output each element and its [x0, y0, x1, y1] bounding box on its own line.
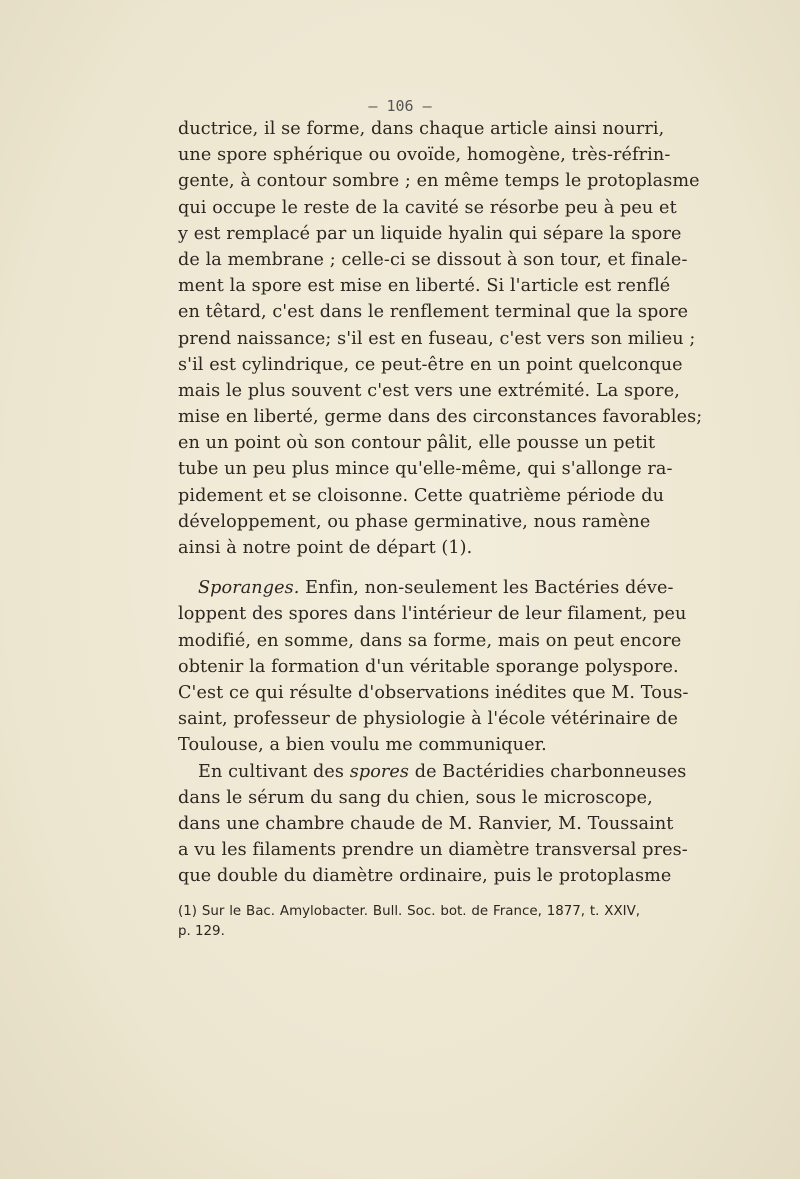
- text-line: qui occupe le reste de la cavité se résorbe peu à peu et: [178, 197, 677, 218]
- paragraph-gap: [178, 561, 640, 575]
- text-run: En cultivant des: [198, 761, 350, 782]
- text-line: C'est ce qui résulte d'observations inédites que M. Tous-: [178, 682, 689, 703]
- text-line: Toulouse, a bien voulu me communiquer.: [178, 735, 547, 756]
- footnote: [178, 902, 640, 942]
- paragraph-2: [178, 575, 689, 758]
- text-line: pidement et se cloisonne. Cette quatrième période du: [178, 485, 665, 506]
- text-line: obtenir la formation d'un véritable sporange polyspore.: [178, 656, 679, 677]
- text-line: en un point où son contour pâlit, elle pousse un petit: [178, 433, 656, 454]
- text-line: en têtard, c'est dans le renflement terminal que la spore: [178, 302, 689, 323]
- text-run: de Bactéridies charbonneuses: [409, 761, 687, 782]
- text-line: mise en liberté, germe dans des circonstances favorables;: [178, 407, 703, 428]
- text-line: une spore sphérique ou ovoïde, homogène, très-réfrin-: [178, 145, 671, 166]
- text-line: mais le plus souvent c'est vers une extrémité. La spore,: [178, 380, 680, 401]
- text-line: a vu les filaments prendre un diamètre transversal pres-: [178, 840, 688, 861]
- text-line: saint, professeur de physiologie à l'école vétérinaire de: [178, 709, 679, 730]
- text-line: gente, à contour sombre ; en même temps le protoplasme: [178, 171, 700, 192]
- text-run: Enfin, non-seulement les Bactéries déve-: [299, 578, 674, 599]
- text-line: dans le sérum du sang du chien, sous le microscope,: [178, 787, 653, 808]
- text-line: ment la spore est mise en liberté. Si l'article est renflé: [178, 276, 671, 297]
- section-heading-sporanges: Sporanges.: [198, 578, 300, 599]
- text-line: [178, 759, 687, 785]
- text-line: y est remplacé par un liquide hyalin qui sépare la spore: [178, 223, 682, 244]
- text-line: tube un peu plus mince qu'elle-même, qui s'allonge ra-: [178, 459, 673, 480]
- text-line: de la membrane ; celle-ci se dissout à son tour, et finale-: [178, 249, 688, 270]
- text-line: que double du diamètre ordinaire, puis le protoplasme: [178, 866, 672, 887]
- body-text: [178, 116, 703, 889]
- text-line: modifié, en somme, dans sa forme, mais on peut encore: [178, 630, 682, 651]
- text-line: développement, ou phase germinative, nous ramène: [178, 511, 651, 532]
- text-line: dans une chambre chaude de M. Ranvier, M. Toussaint: [178, 813, 674, 834]
- text-line: [178, 575, 674, 601]
- text-line: prend naissance; s'il est en fuseau, c'est vers son milieu ;: [178, 328, 696, 349]
- text-line: loppent des spores dans l'intérieur de leur filament, peu: [178, 604, 687, 625]
- footnote-line: (1) Sur le Bac. Amylobacter. Bull. Soc. bot. de France, 1877, t. XXIV,: [178, 904, 640, 919]
- text-line: s'il est cylindrique, ce peut-être en un point quelconque: [178, 354, 683, 375]
- footnote-line: p. 129.: [178, 924, 225, 939]
- paragraph-1: [178, 116, 703, 561]
- page-number: — 106 —: [368, 97, 432, 115]
- italic-term: spores: [349, 761, 410, 782]
- text-line: ductrice, il se forme, dans chaque article ainsi nourri,: [178, 119, 665, 139]
- text-line: ainsi à notre point de départ (1).: [178, 538, 473, 558]
- paragraph-3: [178, 759, 688, 890]
